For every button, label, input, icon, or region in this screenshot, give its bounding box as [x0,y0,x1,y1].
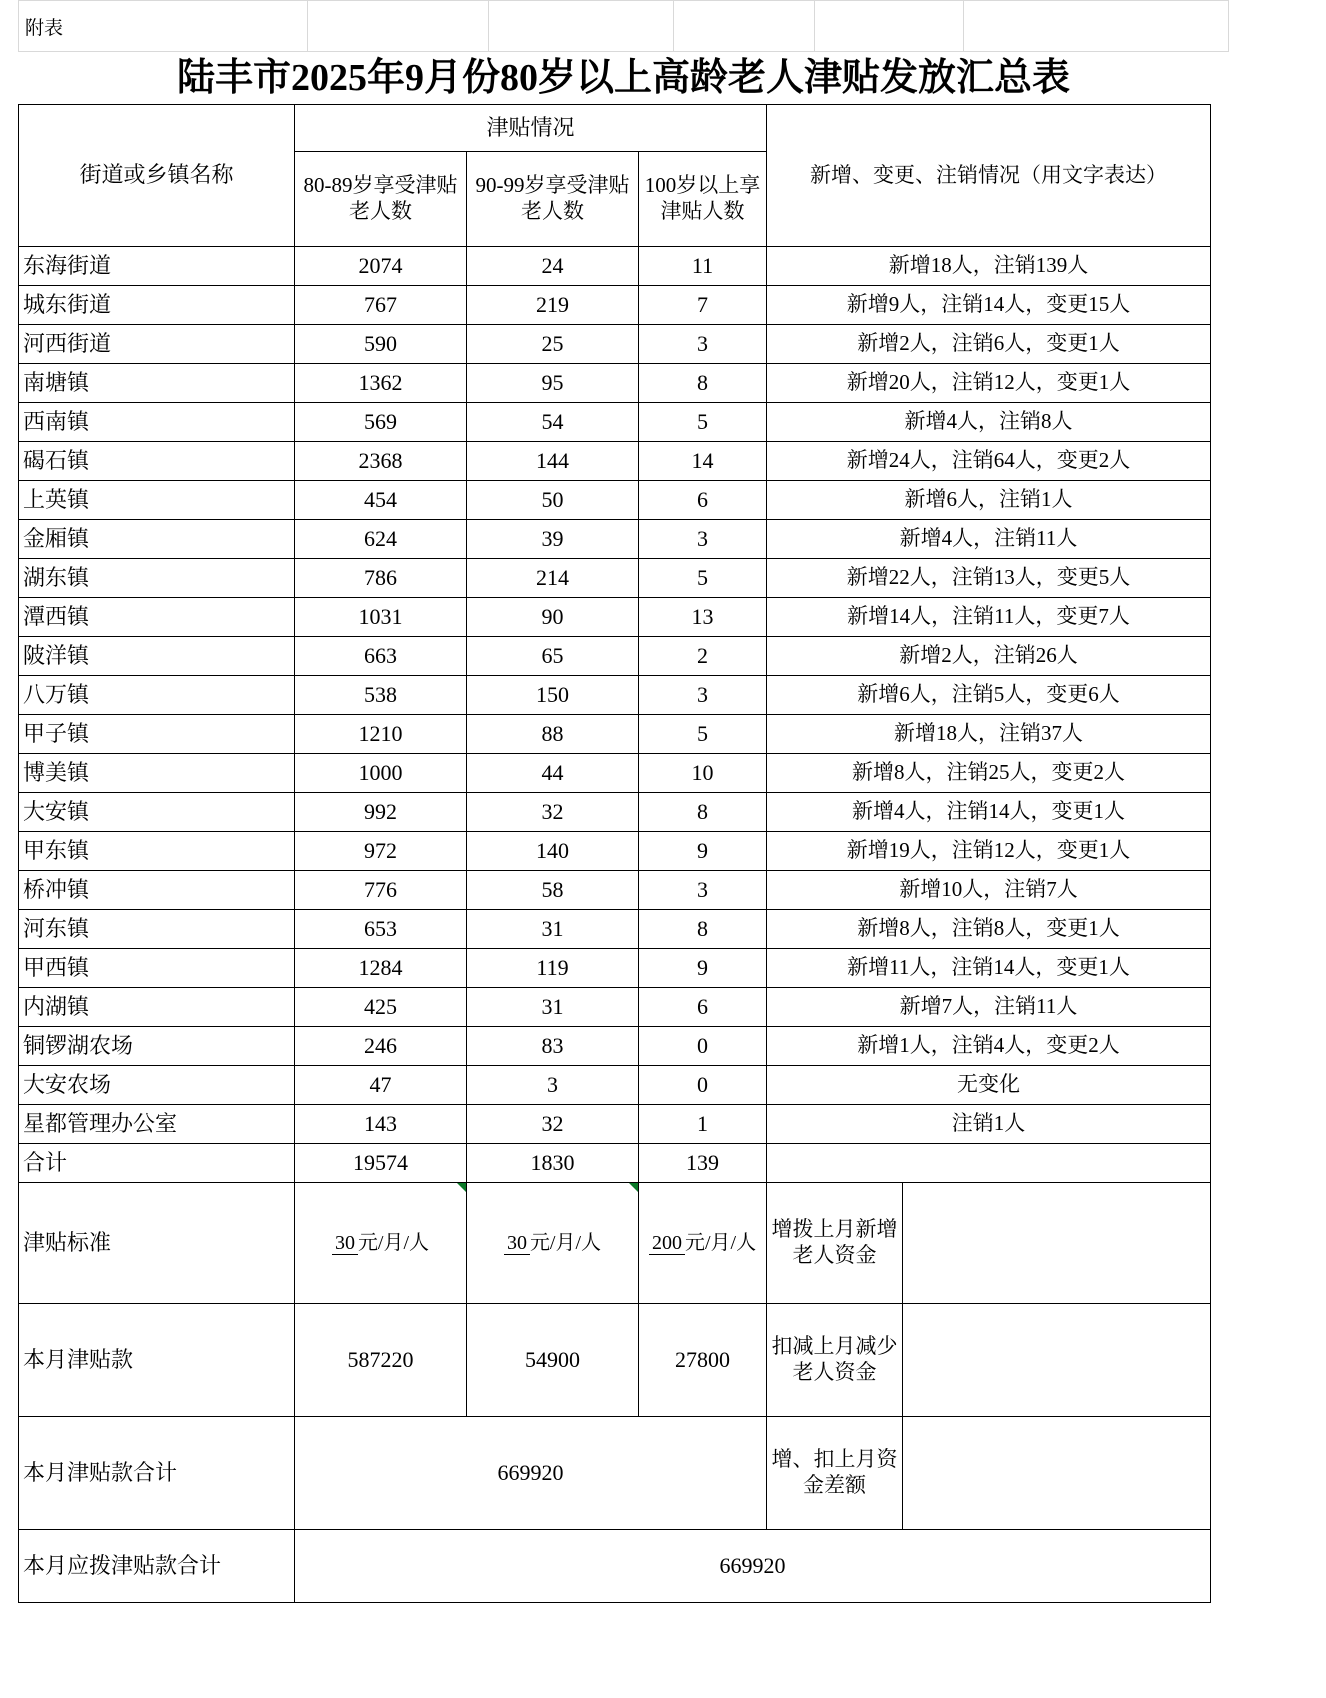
row-age-90-99: 54 [467,403,639,442]
row-age-80-89: 663 [295,637,467,676]
row-age-80-89: 767 [295,286,467,325]
standard-90-99-unit: 元/月/人 [529,1231,602,1254]
standard-90-99-cell [467,1183,639,1304]
blank-cell-2 [489,1,674,52]
standard-100-cell [639,1183,767,1304]
row-remark: 新增24人，注销64人，变更2人 [767,442,1211,481]
row-age-80-89: 1210 [295,715,467,754]
row-age-80-89: 47 [295,1066,467,1105]
table-row [19,871,1211,910]
total-80-89: 19574 [295,1144,467,1183]
row-street-name: 东海街道 [19,247,295,286]
row-age-100: 8 [639,364,767,403]
row-age-80-89: 1284 [295,949,467,988]
standard-100-unit: 元/月/人 [684,1231,757,1254]
row-age-90-99: 144 [467,442,639,481]
row-remark: 新增6人，注销1人 [767,481,1211,520]
row-age-90-99: 140 [467,832,639,871]
row-street-name: 铜锣湖农场 [19,1027,295,1066]
row-age-100: 2 [639,637,767,676]
table-row [19,1105,1211,1144]
standard-100-value: 200 [649,1232,685,1255]
row-age-100: 3 [639,676,767,715]
row-age-90-99: 219 [467,286,639,325]
month-pay-row [19,1304,1211,1417]
month-total-label: 本月津贴款合计 [19,1417,295,1530]
comment-marker-icon [457,1183,466,1192]
table-row [19,598,1211,637]
row-age-100: 0 [639,1066,767,1105]
month-pay-80-89: 587220 [295,1304,467,1417]
row-age-90-99: 119 [467,949,639,988]
total-90-99: 1830 [467,1144,639,1183]
row-age-80-89: 776 [295,871,467,910]
row-age-100: 5 [639,559,767,598]
row-age-100: 3 [639,871,767,910]
row-age-80-89: 538 [295,676,467,715]
row-age-90-99: 32 [467,1105,639,1144]
row-age-100: 8 [639,793,767,832]
table-row [19,988,1211,1027]
table-row [19,715,1211,754]
blank-cell-3 [674,1,815,52]
row-remark: 新增20人，注销12人，变更1人 [767,364,1211,403]
row-age-100: 5 [639,715,767,754]
row-age-90-99: 90 [467,598,639,637]
row-age-90-99: 39 [467,520,639,559]
table-row [19,442,1211,481]
row-age-100: 8 [639,910,767,949]
extra-diff-label: 增、扣上月资金差额 [767,1417,903,1530]
row-street-name: 桥冲镇 [19,871,295,910]
row-age-90-99: 31 [467,988,639,1027]
row-age-80-89: 143 [295,1105,467,1144]
row-age-80-89: 2074 [295,247,467,286]
row-remark: 新增8人，注销8人，变更1人 [767,910,1211,949]
row-remark: 新增8人，注销25人，变更2人 [767,754,1211,793]
row-street-name: 大安镇 [19,793,295,832]
header-street-name: 街道或乡镇名称 [19,105,295,247]
row-remark: 新增18人，注销37人 [767,715,1211,754]
month-total-row [19,1417,1211,1530]
month-pay-90-99: 54900 [467,1304,639,1417]
row-age-80-89: 1031 [295,598,467,637]
row-age-80-89: 1362 [295,364,467,403]
row-age-100: 0 [639,1027,767,1066]
standard-90-99-value: 30 [504,1232,530,1255]
row-age-100: 9 [639,832,767,871]
row-remark: 新增14人，注销11人，变更7人 [767,598,1211,637]
row-age-90-99: 32 [467,793,639,832]
extra-deduct-label: 扣减上月减少老人资金 [767,1304,903,1417]
row-age-80-89: 590 [295,325,467,364]
row-age-100: 7 [639,286,767,325]
extra-add-value [903,1183,1211,1304]
row-street-name: 博美镇 [19,754,295,793]
row-age-100: 6 [639,988,767,1027]
row-street-name: 大安农场 [19,1066,295,1105]
row-street-name: 甲东镇 [19,832,295,871]
row-age-80-89: 569 [295,403,467,442]
row-street-name: 湖东镇 [19,559,295,598]
total-row [19,1144,1211,1183]
blank-cell-4 [815,1,964,52]
table-row [19,910,1211,949]
table-row [19,481,1211,520]
row-age-90-99: 25 [467,325,639,364]
comment-marker-icon [629,1183,638,1192]
total-100: 139 [639,1144,767,1183]
total-remark [767,1144,1211,1183]
table-row [19,325,1211,364]
table-row [19,1,1229,52]
blank-cell-5 [964,1,1229,52]
row-street-name: 甲西镇 [19,949,295,988]
row-age-90-99: 50 [467,481,639,520]
table-row [19,754,1211,793]
row-age-80-89: 653 [295,910,467,949]
row-remark: 新增1人，注销4人，变更2人 [767,1027,1211,1066]
attachment-label-cell: 附表 [19,1,308,52]
row-age-90-99: 65 [467,637,639,676]
row-age-80-89: 454 [295,481,467,520]
row-age-80-89: 246 [295,1027,467,1066]
standard-80-89-cell [295,1183,467,1304]
table-row [19,832,1211,871]
row-age-80-89: 624 [295,520,467,559]
row-remark: 新增22人，注销13人，变更5人 [767,559,1211,598]
row-age-90-99: 83 [467,1027,639,1066]
table-row [19,403,1211,442]
row-age-100: 10 [639,754,767,793]
extra-deduct-value [903,1304,1211,1417]
top-grid-row [18,0,1229,52]
row-age-80-89: 425 [295,988,467,1027]
row-remark: 新增4人，注销8人 [767,403,1211,442]
row-street-name: 潭西镇 [19,598,295,637]
row-age-80-89: 972 [295,832,467,871]
row-age-80-89: 786 [295,559,467,598]
row-street-name: 内湖镇 [19,988,295,1027]
row-remark: 新增2人，注销6人，变更1人 [767,325,1211,364]
row-street-name: 陂洋镇 [19,637,295,676]
row-age-90-99: 58 [467,871,639,910]
table-row [19,676,1211,715]
table-row [19,286,1211,325]
blank-cell-1 [308,1,489,52]
row-remark: 新增19人，注销12人，变更1人 [767,832,1211,871]
extra-diff-value [903,1417,1211,1530]
row-street-name: 西南镇 [19,403,295,442]
table-body [19,247,1211,1144]
row-remark: 新增9人，注销14人，变更15人 [767,286,1211,325]
row-age-90-99: 95 [467,364,639,403]
row-remark: 新增4人，注销14人，变更1人 [767,793,1211,832]
row-street-name: 八万镇 [19,676,295,715]
row-age-90-99: 3 [467,1066,639,1105]
month-total-value: 669920 [295,1417,767,1530]
table-row [19,247,1211,286]
row-age-100: 14 [639,442,767,481]
row-remark: 新增11人，注销14人，变更1人 [767,949,1211,988]
header-age-90-99: 90-99岁享受津贴老人数 [467,152,639,247]
row-age-100: 6 [639,481,767,520]
header-remark: 新增、变更、注销情况（用文字表达） [767,105,1211,247]
row-age-100: 1 [639,1105,767,1144]
row-street-name: 甲子镇 [19,715,295,754]
month-pay-label: 本月津贴款 [19,1304,295,1417]
row-age-90-99: 24 [467,247,639,286]
row-age-100: 13 [639,598,767,637]
header-row-group [19,105,1211,152]
row-street-name: 上英镇 [19,481,295,520]
row-age-90-99: 150 [467,676,639,715]
grand-total-value: 669920 [295,1530,1211,1603]
table-row [19,1027,1211,1066]
standard-80-89-value: 30 [332,1232,358,1255]
header-age-80-89: 80-89岁享受津贴老人数 [295,152,467,247]
standard-row [19,1183,1211,1304]
row-remark: 新增4人，注销11人 [767,520,1211,559]
table-row [19,949,1211,988]
row-age-100: 5 [639,403,767,442]
table-row [19,1066,1211,1105]
row-remark: 新增7人，注销11人 [767,988,1211,1027]
extra-add-label: 增拨上月新增老人资金 [767,1183,903,1304]
row-age-90-99: 88 [467,715,639,754]
row-street-name: 河东镇 [19,910,295,949]
row-age-90-99: 31 [467,910,639,949]
row-remark: 新增10人，注销7人 [767,871,1211,910]
total-label: 合计 [19,1144,295,1183]
table-row [19,559,1211,598]
row-street-name: 星都管理办公室 [19,1105,295,1144]
row-age-90-99: 44 [467,754,639,793]
row-age-80-89: 2368 [295,442,467,481]
row-remark: 新增2人，注销26人 [767,637,1211,676]
row-remark: 新增18人，注销139人 [767,247,1211,286]
row-remark: 新增6人，注销5人，变更6人 [767,676,1211,715]
row-age-100: 11 [639,247,767,286]
row-age-100: 3 [639,520,767,559]
table-row [19,793,1211,832]
row-remark: 注销1人 [767,1105,1211,1144]
standard-label: 津贴标准 [19,1183,295,1304]
grand-total-label: 本月应拨津贴款合计 [19,1530,295,1603]
row-age-90-99: 214 [467,559,639,598]
row-street-name: 碣石镇 [19,442,295,481]
page-title: 陆丰市2025年9月份80岁以上高龄老人津贴发放汇总表 [176,57,1070,99]
header-subsidy-group: 津贴情况 [295,105,767,152]
table-row [19,637,1211,676]
grand-total-row [19,1530,1211,1603]
row-street-name: 河西街道 [19,325,295,364]
row-remark: 无变化 [767,1066,1211,1105]
table-row [19,520,1211,559]
row-age-80-89: 1000 [295,754,467,793]
row-age-100: 9 [639,949,767,988]
header-age-100: 100岁以上享津贴人数 [639,152,767,247]
month-pay-100: 27800 [639,1304,767,1417]
row-age-80-89: 992 [295,793,467,832]
row-age-100: 3 [639,325,767,364]
row-street-name: 南塘镇 [19,364,295,403]
row-street-name: 城东街道 [19,286,295,325]
row-street-name: 金厢镇 [19,520,295,559]
standard-80-89-unit: 元/月/人 [357,1231,430,1254]
table-row [19,364,1211,403]
subsidy-summary-table [18,104,1211,1603]
